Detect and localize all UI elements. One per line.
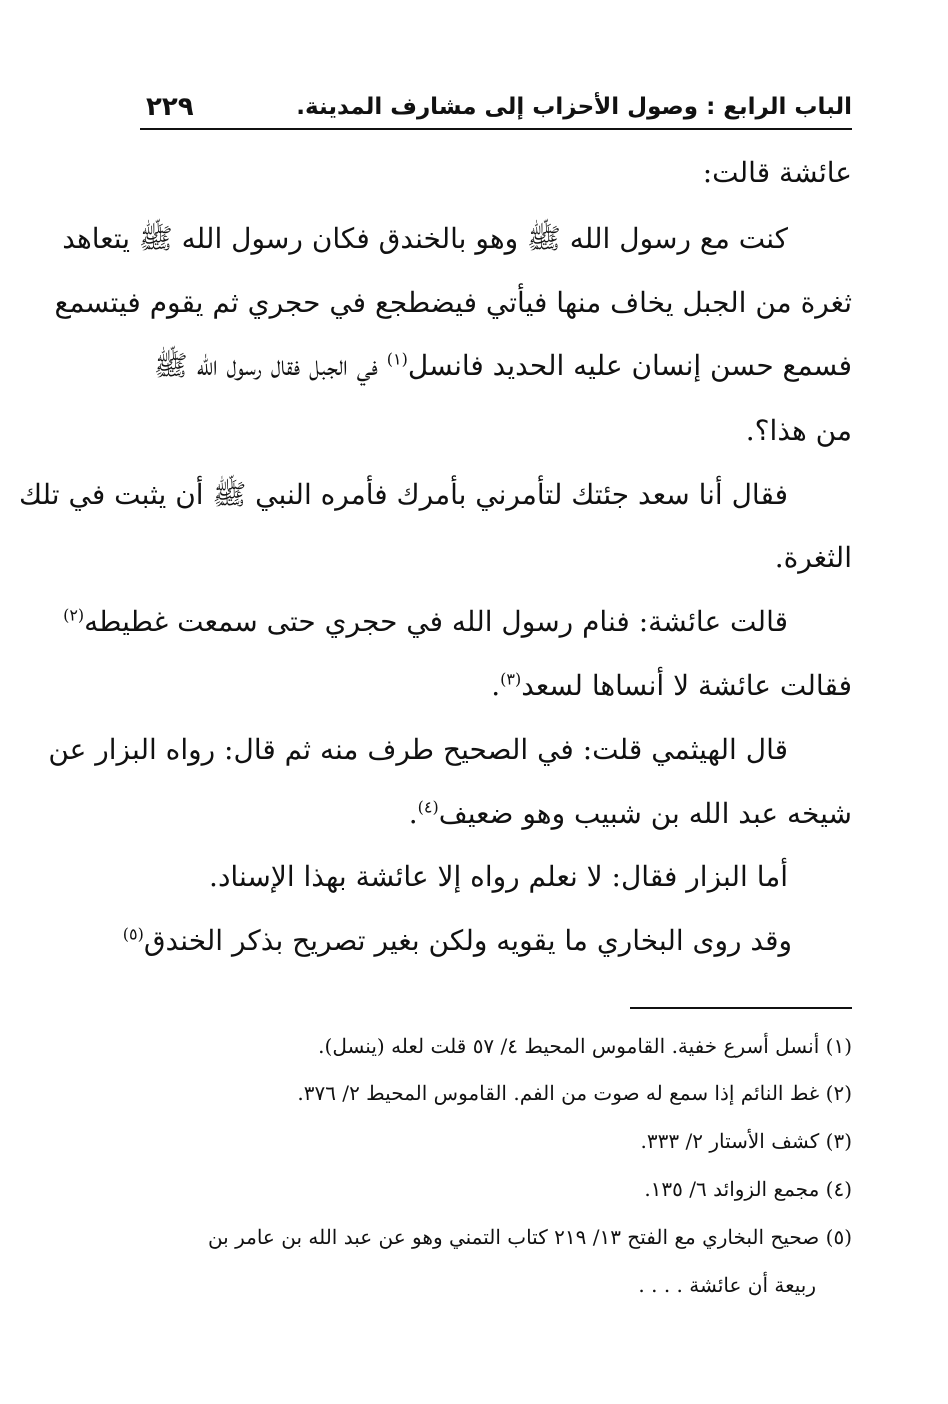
body-line: أما البزار فقال: لا نعلم رواه إلا عائشة بهذا الإسناد. bbox=[209, 860, 788, 893]
footnote-ref: (٢) bbox=[63, 605, 85, 625]
footnote-ref: (٣) bbox=[500, 669, 522, 689]
body-line: من هذا؟. bbox=[745, 414, 852, 447]
footnote: (٣) كشف الأستار ٢/ ٣٣٣. bbox=[640, 1129, 852, 1153]
footnote-ref: (١) bbox=[386, 349, 408, 369]
body-text: . bbox=[491, 669, 501, 702]
footnote: (٢) غط النائم إذا سمع له صوت من الفم. القاموس المحيط ٢/ ٣٧٦. bbox=[297, 1081, 852, 1105]
body-text: . bbox=[408, 797, 418, 830]
body-line bbox=[140, 797, 852, 830]
footnote-separator bbox=[630, 1007, 852, 1009]
footnote-ref: (٤) bbox=[417, 797, 439, 817]
footnote-ref: (٥) bbox=[122, 924, 144, 944]
footnote-continuation: ربيعة أن عائشة . . . . bbox=[638, 1273, 816, 1297]
body-text: شيخه عبد الله بن شبيب وهو ضعيف bbox=[438, 797, 852, 830]
body-text: وقد روى البخاري ما يقويه ولكن بغير تصريح بذكر الخندق bbox=[143, 924, 792, 957]
body-line: الثغرة. bbox=[774, 541, 852, 574]
body-line: كنت مع رسول الله ﷺ وهو بالخندق فكان رسول الله ﷺ يتعاهد bbox=[62, 222, 788, 255]
body-line bbox=[140, 669, 852, 702]
footnote: (٤) مجمع الزوائد ٦/ ١٣٥. bbox=[644, 1177, 852, 1201]
chapter-title: الباب الرابع : وصول الأحزاب إلى مشارف المدينة. bbox=[296, 94, 852, 120]
running-header bbox=[140, 90, 852, 130]
body-line: فقال أنا سعد جئتك لتأمرني بأمرك فأمره النبي ﷺ أن يثبت في تلك bbox=[18, 478, 788, 511]
body-text: قالت عائشة: فنام رسول الله في حجري حتى سمعت غطيطه bbox=[84, 605, 788, 638]
body-line bbox=[63, 605, 788, 638]
body-line: قال الهيثمي قلت: في الصحيح طرف منه ثم قال: رواه البزار عن bbox=[48, 733, 788, 766]
body-line bbox=[140, 349, 852, 389]
body-text: فسمع حسن إنسان عليه الحديد فانسل bbox=[407, 349, 852, 382]
footnote: (٥) صحيح البخاري مع الفتح ١٣/ ٢١٩ كتاب التمني وهو عن عبد الله بن عامر بن bbox=[207, 1225, 852, 1249]
body-line bbox=[122, 924, 792, 957]
body-line: ثغرة من الجبل يخاف منها فيأتي فيضطجع في حجري ثم يقوم فيتسمع bbox=[54, 286, 852, 319]
page-number: ٢٢٩ bbox=[146, 92, 194, 122]
body-text: فقالت عائشة لا أنساها لسعد bbox=[521, 669, 852, 702]
body-line: عائشة قالت: bbox=[702, 156, 852, 189]
body-text: في الجبل فقال رسول الله ﷺ bbox=[153, 349, 378, 382]
footnote: (١) أنسل أسرع خفية. القاموس المحيط ٤/ ٥٧ قلت لعله (ينسل). bbox=[318, 1034, 852, 1058]
